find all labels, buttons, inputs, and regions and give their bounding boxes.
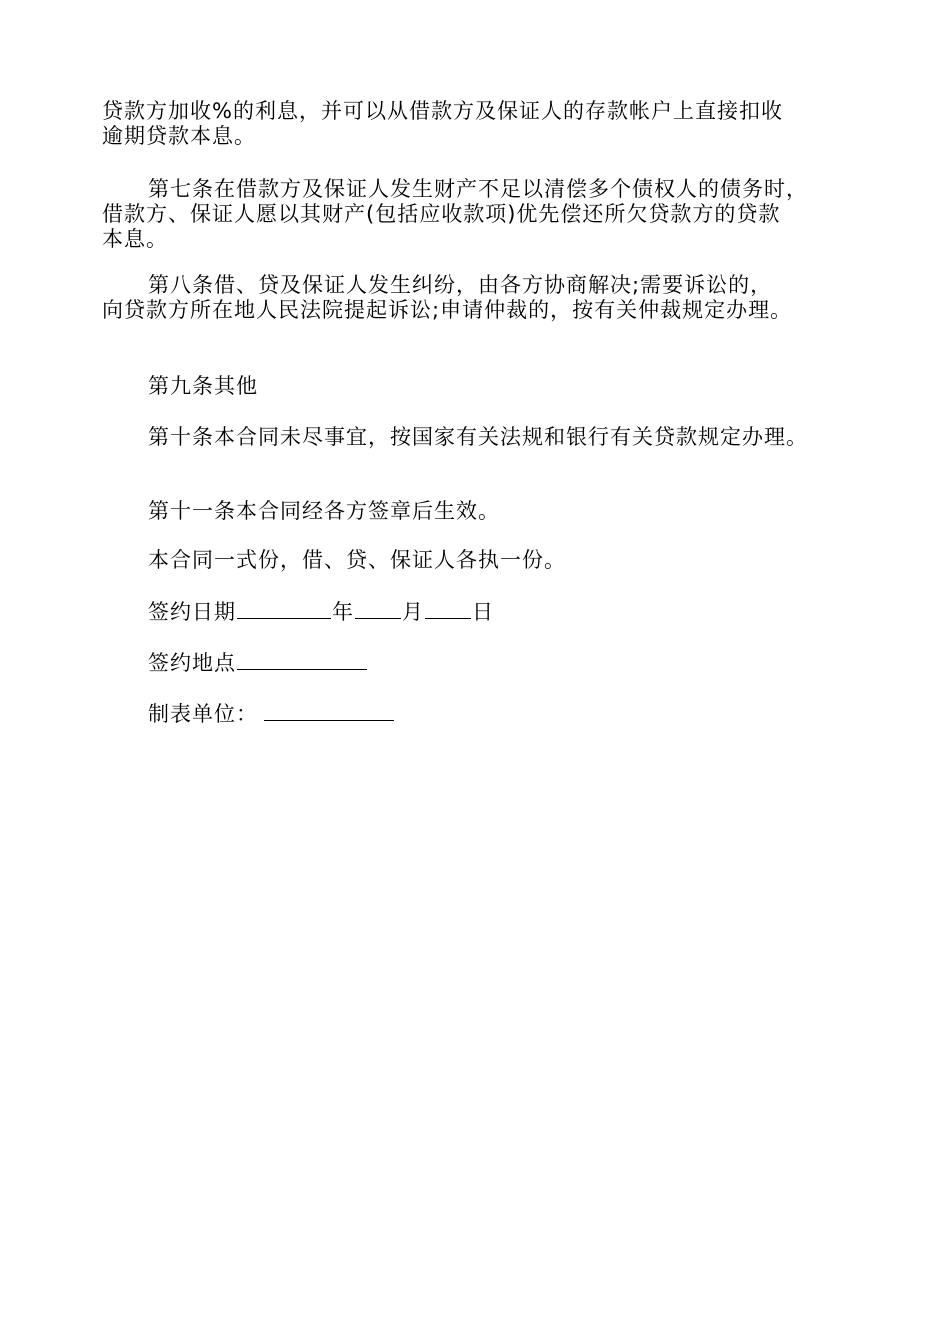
sign-date-label: 签约日期 [148,600,236,624]
copies-statement: 本合同一式份，借、贷、保证人各执一份。 [148,548,566,572]
sign-date-line [148,598,494,625]
sign-date-month-blank[interactable] [355,598,401,619]
paragraph-article-7 [102,177,864,252]
sign-date-day-blank[interactable] [425,598,471,619]
sign-date-month-label: 月 [402,600,424,624]
paragraph-article-8 [102,273,864,323]
sign-place-label: 签约地点 [148,651,236,675]
paragraph-continuation [102,99,864,149]
text-line: 第七条在借款方及保证人发生财产不足以清偿多个债权人的债务时， [148,177,808,201]
sign-date-day-label: 日 [472,600,494,624]
prepared-by-line [148,700,395,727]
text-line: 贷款方加收%的利息，并可以从借款方及保证人的存款帐户上直接扣收 [102,99,783,123]
text-line: 借款方、保证人愿以其财产(包括应收款项)优先偿还所欠贷款方的贷款 [102,202,781,226]
text-line: 第八条借、贷及保证人发生纠纷，由各方协商解决;需要诉讼的， [148,273,773,297]
sign-place-blank[interactable] [237,649,367,670]
text-line: 本息。 [102,227,168,251]
text-line: 向贷款方所在地人民法院提起诉讼;申请仲裁的，按有关仲裁规定办理。 [102,298,793,322]
article-9: 第九条其他 [148,374,258,398]
text-line: 逾期贷款本息。 [102,124,256,148]
sign-date-year-blank[interactable] [237,598,331,619]
prepared-by-blank[interactable] [264,700,394,721]
prepared-by-label: 制表单位： [148,702,258,726]
article-10: 第十条本合同未尽事宜，按国家有关法规和银行有关贷款规定办理。 [148,425,808,449]
sign-date-year-label: 年 [332,600,354,624]
sign-place-line [148,649,368,676]
article-11: 第十一条本合同经各方签章后生效。 [148,499,500,523]
